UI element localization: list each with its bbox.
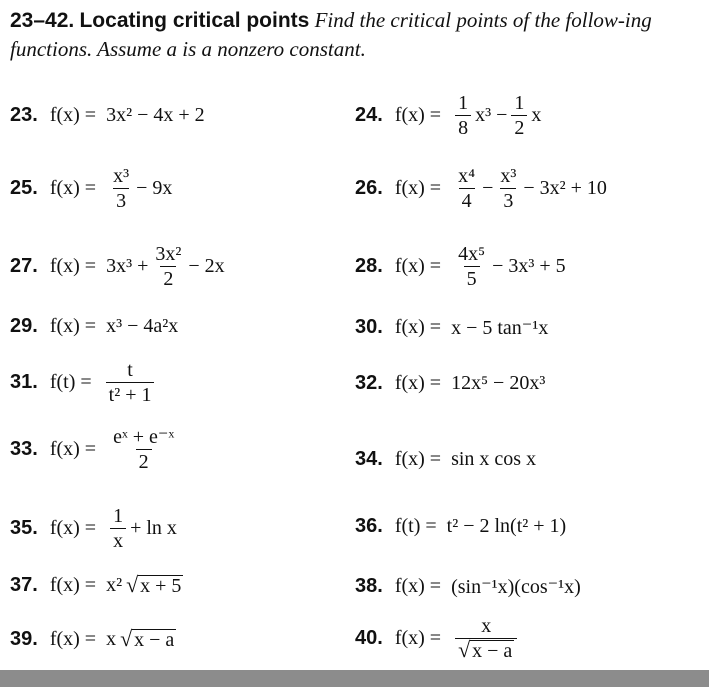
fraction: $\frac{\text{4x⁵}}{5}$ xyxy=(458,243,486,290)
function-lhs: f(x) = xyxy=(394,448,442,470)
problem-number: 25. xyxy=(10,177,38,199)
expression-part: − 9x xyxy=(136,177,173,199)
problem-24 xyxy=(355,92,541,139)
square-root: √ x − a xyxy=(120,626,175,651)
function-lhs: f(x) = xyxy=(394,575,442,597)
function-lhs: f(t) = xyxy=(394,515,437,537)
problem-number: 40. xyxy=(355,627,383,649)
function-lhs: f(x) = xyxy=(394,104,442,126)
problem-number: 36. xyxy=(355,515,383,537)
section-header xyxy=(10,6,700,63)
square-root: √ x − a xyxy=(458,637,513,662)
expression-part: x xyxy=(106,628,117,650)
problem-25 xyxy=(10,165,172,212)
problem-number: 29. xyxy=(10,315,38,337)
fraction: $\frac{1}{8}$ xyxy=(455,92,471,139)
square-root: √ x + 5 xyxy=(126,572,182,597)
page-bottom-bar xyxy=(0,670,709,687)
function-expression: (sin⁻¹x)(cos⁻¹x) xyxy=(451,576,581,598)
fraction: $\frac{1}{2}$ xyxy=(511,92,527,139)
function-lhs: f(x) = xyxy=(49,438,97,460)
section-instruction: Find the critical points of the follow-ing functions. Assume a is a nonzero constant. xyxy=(10,8,652,61)
problem-number: 34. xyxy=(355,448,383,470)
function-lhs: f(x) = xyxy=(49,177,97,199)
expression-part: x xyxy=(531,104,542,126)
expression-part: − xyxy=(482,177,494,199)
problem-number: 38. xyxy=(355,575,383,597)
function-lhs: f(x) = xyxy=(394,316,442,338)
function-lhs: f(t) = xyxy=(49,371,92,393)
fraction: $\frac{t}{\text{t² + 1}}$ xyxy=(106,359,155,406)
problem-number: 39. xyxy=(10,628,38,650)
problem-number: 32. xyxy=(355,372,383,394)
function-expression: x − 5 tan⁻¹x xyxy=(451,317,549,339)
function-expression: sin x cos x xyxy=(451,448,537,470)
problem-35 xyxy=(10,505,177,552)
problem-number: 24. xyxy=(355,104,383,126)
problem-number: 27. xyxy=(10,255,38,277)
function-expression: t² − 2 ln(t² + 1) xyxy=(446,515,567,537)
function-expression: 12x⁵ − 20x³ xyxy=(451,372,546,394)
problem-30 xyxy=(355,315,548,340)
expression-part: x² xyxy=(106,574,123,596)
problem-32 xyxy=(355,372,545,395)
problem-34 xyxy=(355,448,536,471)
function-expression: x³ − 4a²x xyxy=(106,315,179,337)
problem-number: 33. xyxy=(10,438,38,460)
fraction: $\frac{\text{x⁴}}{4}$ xyxy=(458,165,476,212)
problem-23 xyxy=(10,104,205,127)
problem-37 xyxy=(10,574,183,597)
problem-number: 28. xyxy=(355,255,383,277)
problem-number: 30. xyxy=(355,316,383,338)
section-title: Locating critical points xyxy=(79,9,310,32)
problem-number: 35. xyxy=(10,517,38,539)
problem-number: 23. xyxy=(10,104,38,126)
function-lhs: f(x) = xyxy=(49,574,97,596)
function-lhs: f(x) = xyxy=(49,104,97,126)
fraction: $\frac{1}{x}$ xyxy=(110,505,126,552)
problem-36 xyxy=(355,515,566,538)
function-lhs: f(x) = xyxy=(49,255,97,277)
problem-28 xyxy=(355,243,566,290)
function-lhs: f(x) = xyxy=(49,517,97,539)
expression-part: − 3x³ + 5 xyxy=(492,255,566,277)
expression-part: 3x³ + xyxy=(106,255,149,277)
fraction: $\frac{\text{3x²}}{2}$ xyxy=(155,243,182,290)
fraction: $\frac{\text{x³}}{3}$ xyxy=(500,165,517,212)
problem-31 xyxy=(10,359,158,406)
problem-40 xyxy=(355,615,521,662)
fraction: x √ x − a xyxy=(455,615,517,662)
fraction: $\frac{\text{x³}}{3}$ xyxy=(113,165,130,212)
fraction: $\frac{\text{eˣ + e⁻ˣ}}{2}$ xyxy=(113,426,175,473)
problem-39 xyxy=(10,628,176,651)
problem-38 xyxy=(355,574,581,599)
function-lhs: f(x) = xyxy=(394,177,442,199)
problem-29 xyxy=(10,315,178,338)
problem-27 xyxy=(10,243,225,290)
expression-part: − 3x² + 10 xyxy=(523,177,607,199)
problem-26 xyxy=(355,165,607,212)
problem-33 xyxy=(10,426,181,473)
function-lhs: f(x) = xyxy=(49,628,97,650)
function-expression: 3x² − 4x + 2 xyxy=(106,104,205,126)
expression-part: + ln x xyxy=(130,517,177,539)
expression-part: x³ − xyxy=(475,104,508,126)
function-lhs: f(x) = xyxy=(394,627,442,649)
function-lhs: f(x) = xyxy=(394,255,442,277)
problem-range: 23–42. xyxy=(10,9,75,32)
function-lhs: f(x) = xyxy=(394,372,442,394)
problem-number: 37. xyxy=(10,574,38,596)
problem-number: 31. xyxy=(10,371,38,393)
expression-part: − 2x xyxy=(188,255,225,277)
problem-number: 26. xyxy=(355,177,383,199)
function-lhs: f(x) = xyxy=(49,315,97,337)
